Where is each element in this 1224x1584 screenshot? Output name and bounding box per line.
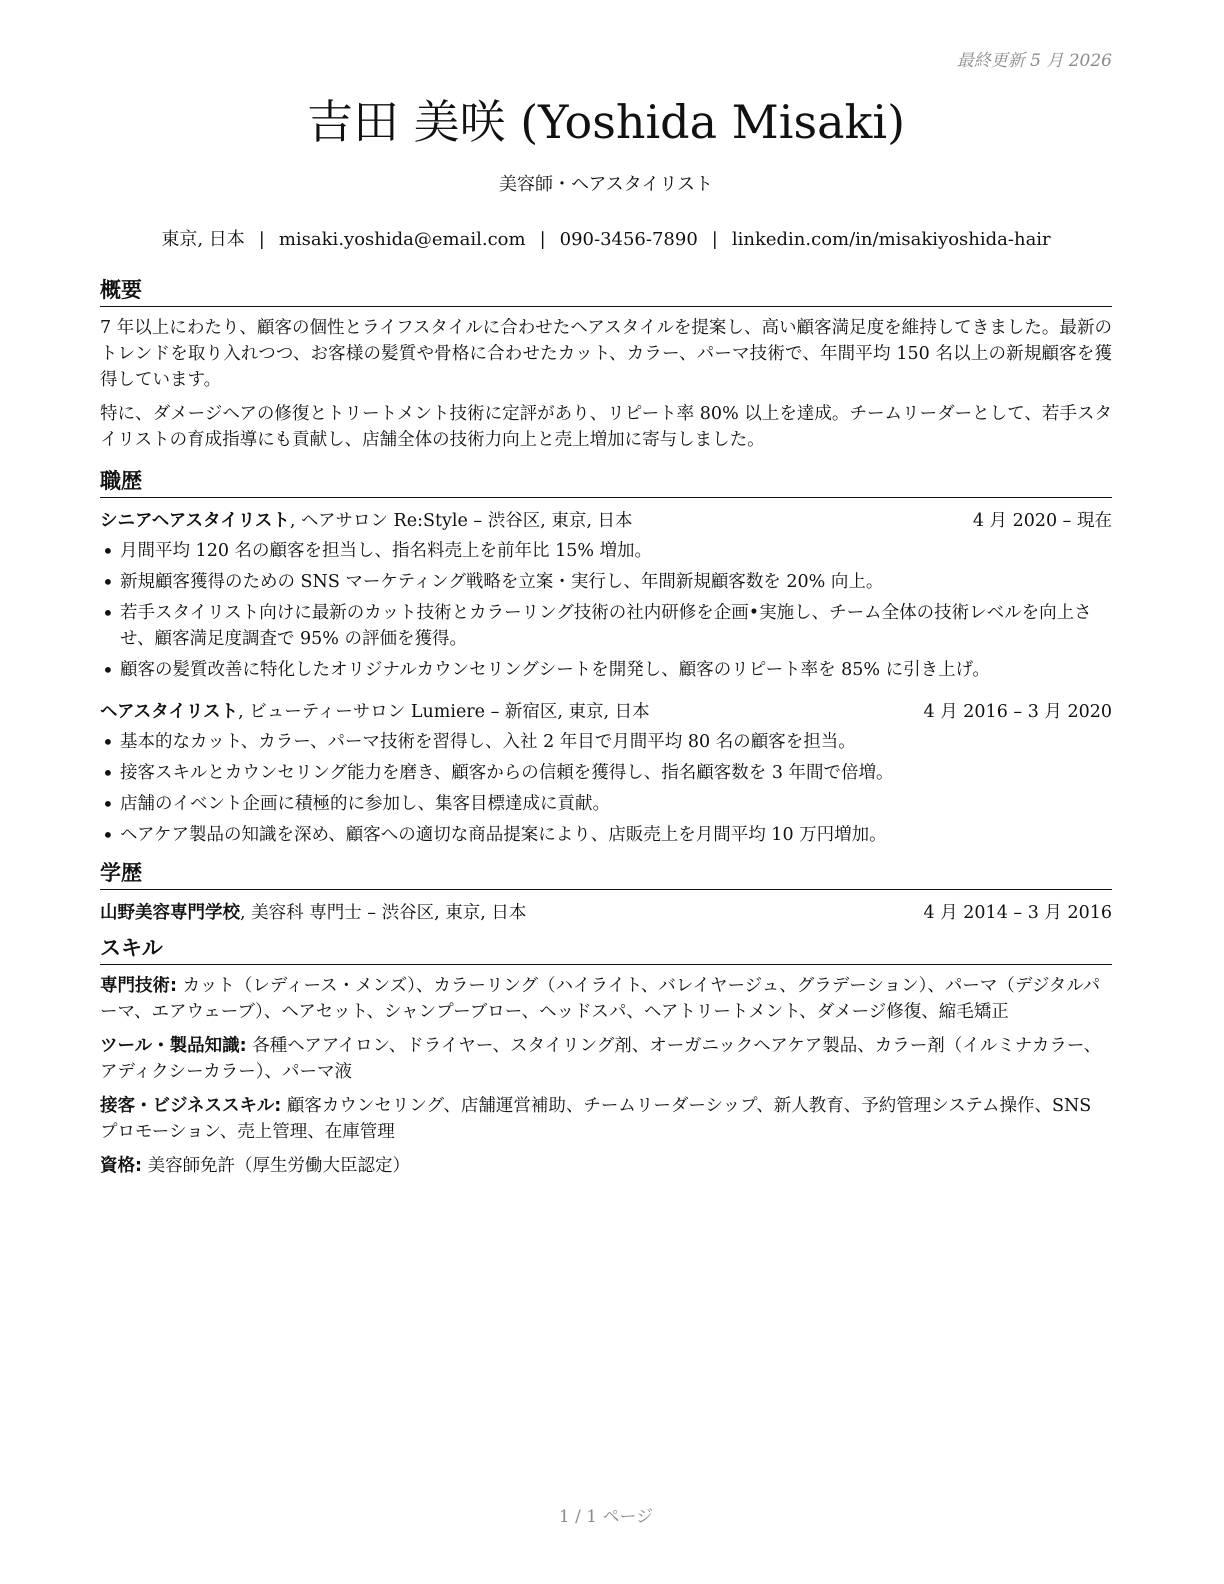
bullet-item: • 月間平均 120 名の顧客を担当し、指名料売上を前年比 15% 増加。 <box>100 538 1112 564</box>
job-header <box>100 508 1112 534</box>
bullet-item: • 基本的なカット、カラー、パーマ技術を習得し、入社 2 年目で月間平均 80 名の顧客を担当。 <box>100 729 1112 755</box>
job-org: , ビューティーサロン Lumiere – 新宿区, 東京, 日本 <box>238 702 650 722</box>
education-dates: 4 月 2014 – 3 月 2016 <box>923 903 1112 923</box>
contact-email[interactable]: misaki.yoshida@email.com <box>278 229 526 250</box>
bullet-item: • 顧客の髪質改善に特化したオリジナルカウンセリングシートを開発し、顧客のリピート率を 85% に引き上げ。 <box>100 657 1112 683</box>
summary-paragraph: 特に、ダメージヘアの修復とトリートメント技術に定評があり、リピート率 80% 以上を達成。チームリーダーとして、若手スタイリストの育成指導にも貢献し、店舗全体の技術力向上と売上増加に寄与しました。 <box>100 404 1112 450</box>
skill-line <box>100 1153 1112 1179</box>
contact-line <box>100 225 1112 251</box>
summary-paragraph: 7 年以上にわたり、顧客の個性とライフスタイルに合わせたヘアスタイルを提案し、高い顧客満足度を維持してきました。最新のトレンドを取り入れつつ、お客様の髪質や骨格に合わせたカット、カラー、パーマ技術で、年間平均 150 名以上の新規顧客を獲得しています。 <box>100 318 1112 390</box>
job-org: , ヘアサロン Re:Style – 渋谷区, 東京, 日本 <box>289 511 633 531</box>
bullet-item: • 店舗のイベント企画に積極的に参加し、集客目標達成に貢献。 <box>100 791 1112 817</box>
education-entry <box>100 900 1112 926</box>
section-title-experience: 職歴 <box>100 467 1112 498</box>
last-updated: 最終更新 5 月 2026 <box>956 51 1112 71</box>
job-title-line <box>100 508 632 534</box>
job-bullets <box>100 538 1112 683</box>
skill-text: 各種ヘアアイロン、ドライヤー、スタイリング剤、オーガニックヘアケア製品、カラー剤（イルミナカラー、アディクシーカラー）、パーマ液 <box>100 1036 1102 1082</box>
section-title-education: 学歴 <box>100 859 1112 890</box>
page-number: 1 / 1 ページ <box>558 1507 654 1527</box>
bullet-item: • 若手スタイリスト向けに最新のカット技術とカラーリング技術の社内研修を企画•実施し、チーム全体の技術レベルを向上させ、顧客満足度調査で 95% の評価を獲得。 <box>100 600 1112 652</box>
bullet-item: • ヘアケア製品の知識を深め、顧客への適切な商品提案により、店販売上を月間平均 10 万円増加。 <box>100 822 1112 848</box>
skill-line <box>100 1093 1112 1145</box>
skill-line <box>100 973 1112 1025</box>
section-title-summary: 概要 <box>100 276 1112 307</box>
person-name: 吉田 美咲 (Yoshida Misaki) <box>306 95 906 149</box>
contact-location: 東京, 日本 <box>161 229 245 250</box>
job-header <box>100 699 1112 725</box>
resume-content <box>100 276 1112 1179</box>
education-detail: , 美容科 専門士 – 渋谷区, 東京, 日本 <box>240 903 527 923</box>
bullet-item: • 接客スキルとカウンセリング能力を磨き、顧客からの信頼を獲得し、指名顧客数を 3 年間で倍増。 <box>100 760 1112 786</box>
skill-text: カット（レディース・メンズ）、カラーリング（ハイライト、バレイヤージュ、グラデーション）、パーマ（デジタルパーマ、エアウェーブ）、ヘアセット、シャンプーブロー、ヘッドスパ、ヘアトリートメント、ダメージ修復、縮毛矯正 <box>100 976 1101 1022</box>
bullet-item: • 新規顧客獲得のための SNS マーケティング戦略を立案・実行し、年間新規顧客数を 20% 向上。 <box>100 569 1112 595</box>
resume-page <box>100 0 1112 1584</box>
job-bullets <box>100 729 1112 848</box>
contact-separator: | <box>711 229 718 250</box>
job-title-line <box>100 699 650 725</box>
job-title: ヘアスタイリスト <box>100 702 239 722</box>
contact-separator: | <box>539 229 546 250</box>
school-name: 山野美容専門学校 <box>100 903 240 923</box>
job-dates: 4 月 2016 – 3 月 2020 <box>923 702 1112 722</box>
skill-label: ツール・製品知識: <box>100 1036 247 1056</box>
skill-text: 顧客カウンセリング、店舗運営補助、チームリーダーシップ、新人教育、予約管理システム操作、SNS プロモーション、売上管理、在庫管理 <box>100 1096 1092 1142</box>
skill-label: 資格: <box>100 1156 142 1176</box>
section-title-skills: スキル <box>100 934 1112 965</box>
job-dates: 4 月 2020 – 現在 <box>972 511 1112 531</box>
job-title: シニアヘアスタイリスト <box>100 511 290 531</box>
job-role: 美容師・ヘアスタイリスト <box>498 174 714 195</box>
skill-line <box>100 1033 1112 1085</box>
education-line <box>100 900 526 926</box>
skill-label: 接客・ビジネススキル: <box>100 1096 282 1116</box>
skill-text: 美容師免許（厚生労働大臣認定） <box>142 1156 411 1176</box>
skill-label: 専門技術: <box>100 976 177 996</box>
contact-phone[interactable]: 090-3456-7890 <box>559 229 698 250</box>
contact-linkedin[interactable]: linkedin.com/in/misakiyoshida-hair <box>731 229 1051 250</box>
contact-separator: | <box>258 229 265 250</box>
